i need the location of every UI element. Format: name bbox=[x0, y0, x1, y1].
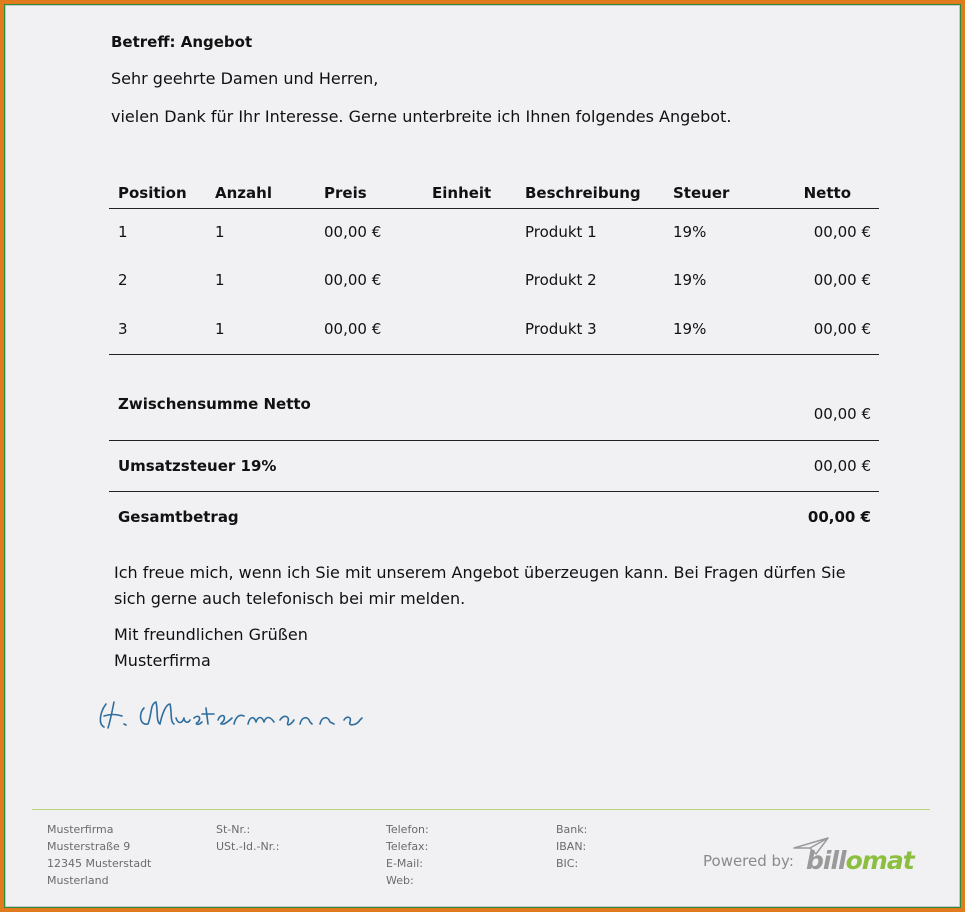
footer-telefon: Telefon: bbox=[386, 823, 429, 836]
table-bottom-rule bbox=[109, 354, 879, 355]
closing-company: Musterfirma bbox=[114, 651, 211, 670]
footer-company-address bbox=[47, 821, 151, 889]
total-value: 00,00 € bbox=[807, 508, 871, 526]
cell-steuer: 19% bbox=[673, 320, 707, 338]
billomat-wordmark: billomat bbox=[806, 846, 914, 875]
cell-beschreibung: Produkt 1 bbox=[525, 223, 597, 241]
subtotal-rule bbox=[109, 440, 879, 441]
cell-beschreibung: Produkt 2 bbox=[525, 271, 597, 289]
cell-steuer: 19% bbox=[673, 271, 707, 289]
cell-preis: 00,00 € bbox=[324, 271, 382, 289]
footer-contact bbox=[386, 821, 429, 889]
cell-beschreibung: Produkt 3 bbox=[525, 320, 597, 338]
col-header-beschreibung: Beschreibung bbox=[525, 184, 641, 202]
footer-iban: IBAN: bbox=[556, 840, 587, 853]
closing-line-2: sich gerne auch telefonisch bei mir melden. bbox=[114, 589, 466, 608]
cell-netto: 00,00 € bbox=[813, 271, 871, 289]
footer-bic: BIC: bbox=[556, 857, 579, 870]
footer-country: Musterland bbox=[47, 874, 109, 887]
footer-street: Musterstraße 9 bbox=[47, 840, 131, 853]
footer-bank bbox=[556, 821, 587, 872]
salutation: Sehr geehrte Damen und Herren, bbox=[111, 69, 379, 88]
col-header-steuer: Steuer bbox=[673, 184, 730, 202]
footer-ust-id: USt.-Id.-Nr.: bbox=[216, 840, 280, 853]
cell-position: 1 bbox=[118, 223, 128, 241]
vat-rule bbox=[109, 491, 879, 492]
footer-city: 12345 Musterstadt bbox=[47, 857, 152, 870]
signature-image bbox=[94, 694, 394, 734]
footer-telefax: Telefax: bbox=[386, 840, 429, 853]
vat-label: Umsatzsteuer 19% bbox=[118, 457, 277, 475]
intro-text: vielen Dank für Ihr Interesse. Gerne unterbreite ich Ihnen folgendes Angebot. bbox=[111, 107, 732, 126]
closing-greeting: Mit freundlichen Grüßen bbox=[114, 625, 308, 644]
col-header-anzahl: Anzahl bbox=[215, 184, 272, 202]
col-header-netto: Netto bbox=[803, 184, 851, 202]
footer-web: Web: bbox=[386, 874, 414, 887]
cell-steuer: 19% bbox=[673, 223, 707, 241]
cell-position: 2 bbox=[118, 271, 128, 289]
cell-netto: 00,00 € bbox=[813, 223, 871, 241]
footer-email: E-Mail: bbox=[386, 857, 423, 870]
cell-anzahl: 1 bbox=[215, 223, 225, 241]
subject-line: Betreff: Angebot bbox=[111, 33, 253, 51]
cell-position: 3 bbox=[118, 320, 128, 338]
footer-bank-name: Bank: bbox=[556, 823, 588, 836]
table-header-rule bbox=[109, 208, 879, 209]
total-label: Gesamtbetrag bbox=[118, 508, 239, 526]
cell-anzahl: 1 bbox=[215, 271, 225, 289]
cell-preis: 00,00 € bbox=[324, 320, 382, 338]
powered-by-label: Powered by: bbox=[703, 852, 794, 870]
subtotal-value: 00,00 € bbox=[813, 405, 871, 423]
vat-value: 00,00 € bbox=[813, 457, 871, 475]
subtotal-label: Zwischensumme Netto bbox=[118, 395, 311, 413]
footer-st-nr: St-Nr.: bbox=[216, 823, 251, 836]
cell-anzahl: 1 bbox=[215, 320, 225, 338]
footer-company-name: Musterfirma bbox=[47, 823, 114, 836]
footer-rule bbox=[32, 809, 930, 810]
closing-line-1: Ich freue mich, wenn ich Sie mit unserem Angebot überzeugen kann. Bei Fragen dürfen Sie bbox=[114, 563, 846, 582]
col-header-position: Position bbox=[118, 184, 187, 202]
cell-preis: 00,00 € bbox=[324, 223, 382, 241]
col-header-preis: Preis bbox=[324, 184, 367, 202]
col-header-einheit: Einheit bbox=[432, 184, 492, 202]
document-page bbox=[6, 6, 959, 906]
cell-netto: 00,00 € bbox=[813, 320, 871, 338]
billomat-logo bbox=[806, 846, 914, 875]
footer-tax-info bbox=[216, 821, 279, 855]
